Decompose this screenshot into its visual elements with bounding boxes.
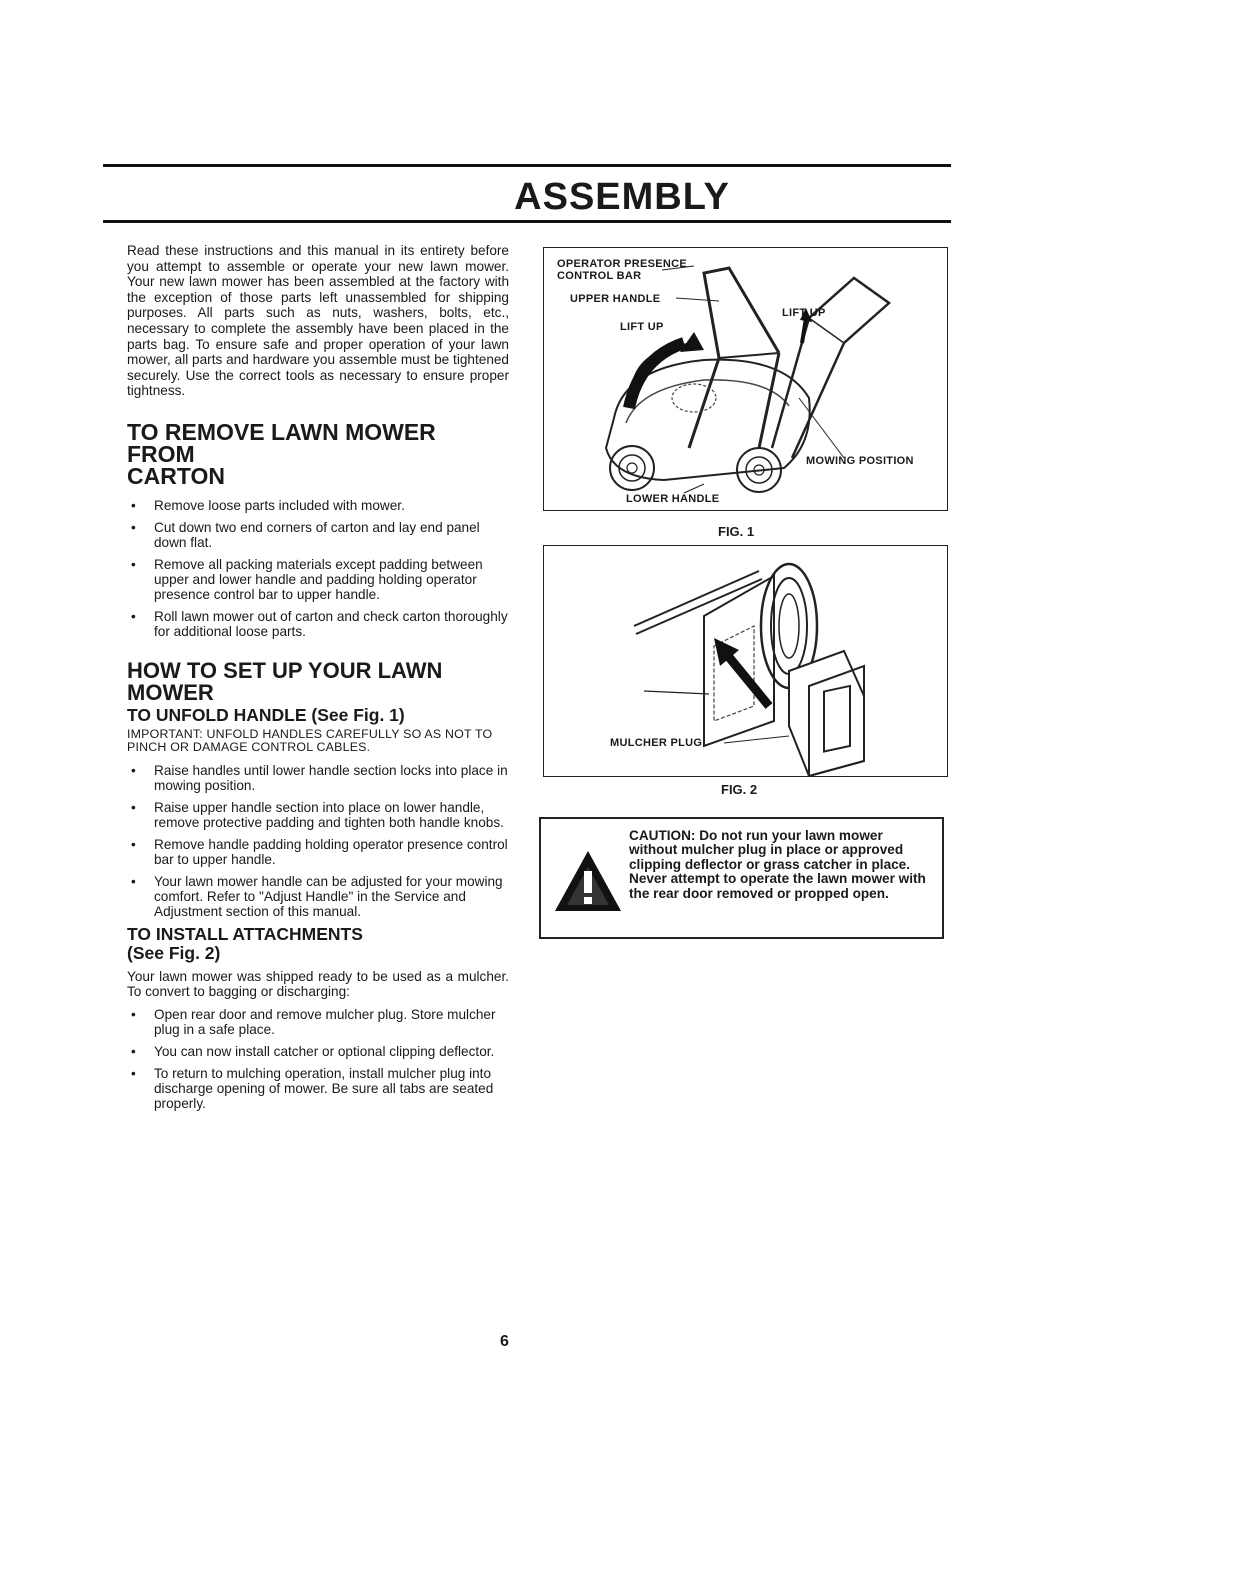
list-item: • Cut down two end corners of carton and lay end panel down flat. [131, 519, 480, 550]
attach-intro: Your lawn mower was shipped ready to be used as a mulcher. To convert to bagging or discharging: [127, 968, 509, 1000]
lawn-mower-unfold-illustration [544, 248, 947, 510]
list-item: • Remove loose parts included with mower. [131, 497, 405, 513]
list-item: • Open rear door and remove mulcher plug. Store mulcher plug in a safe place. [131, 1006, 496, 1037]
remove-heading [127, 418, 509, 489]
attach-heading-line1: TO INSTALL ATTACHMENTS [127, 923, 363, 944]
remove-heading-line1: TO REMOVE LAWN MOWER FROM [127, 418, 436, 467]
list-item: • Remove handle padding holding operator presence control bar to upper handle. [131, 836, 508, 867]
label-lift-up-right: LIFT UP [782, 307, 826, 319]
unfold-list [127, 763, 509, 919]
label-mowing-position: MOWING POSITION [806, 455, 914, 467]
label-lower-handle: LOWER HANDLE [626, 493, 720, 505]
label-lift-up-left: LIFT UP [620, 321, 664, 333]
setup-heading: HOW TO SET UP YOUR LAWN MOWER [127, 657, 443, 705]
attach-list [127, 1007, 509, 1111]
fig2-caption: FIG. 2 [721, 782, 758, 797]
list-item: • Roll lawn mower out of carton and check carton thoroughly for additional loose parts. [131, 608, 508, 639]
left-column [127, 243, 509, 1111]
figure-2 [543, 545, 948, 777]
label-upper-handle: UPPER HANDLE [570, 293, 661, 305]
list-item: • Remove all packing materials except padding between upper and lower handle and padding holding operator presence control bar to upper handle. [131, 556, 483, 602]
remove-heading-line2: CARTON [127, 462, 225, 489]
list-item: • Raise upper handle section into place on lower handle, remove protective padding and tighten both handle knobs. [131, 799, 504, 830]
list-item: • Your lawn mower handle can be adjusted for your mowing comfort. Refer to "Adjust Handle" in the Service and Adjustment section of this manual. [131, 873, 503, 919]
list-item: • You can now install catcher or optional clipping deflector. [131, 1043, 495, 1059]
page-number: 6 [500, 1333, 509, 1350]
important-note: IMPORTANT: UNFOLD HANDLES CAREFULLY SO AS NOT TO PINCH OR DAMAGE CONTROL CABLES. [127, 726, 493, 755]
caution-text: CAUTION: Do not run your lawn mower without mulcher plug in place or approved clipping deflector or grass catcher in place. Never attempt to operate the lawn mower with the rear door removed or propped open. [629, 828, 926, 901]
intro-paragraph: Read these instructions and this manual in its entirety before you attempt to assemble or operate your new lawn mower. Your new lawn mower has been assembled at the factory with the exception of those parts left unassembled for shipping purposes. All parts such as nuts, washers, bolts, etc., necessary to complete the assembly have been placed in the parts bag. To ensure safe and proper operation of your lawn mower, all parts and hardware you assemble must be tightened securely. Use the correct tools as necessary to ensure proper tightness. [127, 243, 509, 399]
figure-1 [543, 247, 948, 511]
unfold-heading: TO UNFOLD HANDLE (See Fig. 1) [127, 704, 405, 725]
fig1-caption: FIG. 1 [718, 524, 755, 539]
title-rule [103, 220, 951, 223]
list-item: • To return to mulching operation, install mulcher plug into discharge opening of mower. Be sure all tabs are seated properly. [131, 1065, 494, 1111]
attach-heading-line2: (See Fig. 2) [127, 942, 221, 963]
list-item: • Raise handles until lower handle section locks into place in mowing position. [131, 762, 508, 793]
label-mulcher-plug: MULCHER PLUG [610, 737, 703, 749]
warning-icon [553, 849, 623, 913]
label-control-bar: CONTROL BAR [557, 270, 642, 282]
remove-list [127, 498, 509, 639]
top-rule [103, 164, 951, 167]
attach-heading [127, 925, 509, 963]
mulcher-plug-illustration [544, 546, 947, 776]
label-operator-presence: OPERATOR PRESENCE [557, 258, 687, 270]
page-title: ASSEMBLY [514, 176, 730, 218]
caution-box [539, 817, 944, 939]
